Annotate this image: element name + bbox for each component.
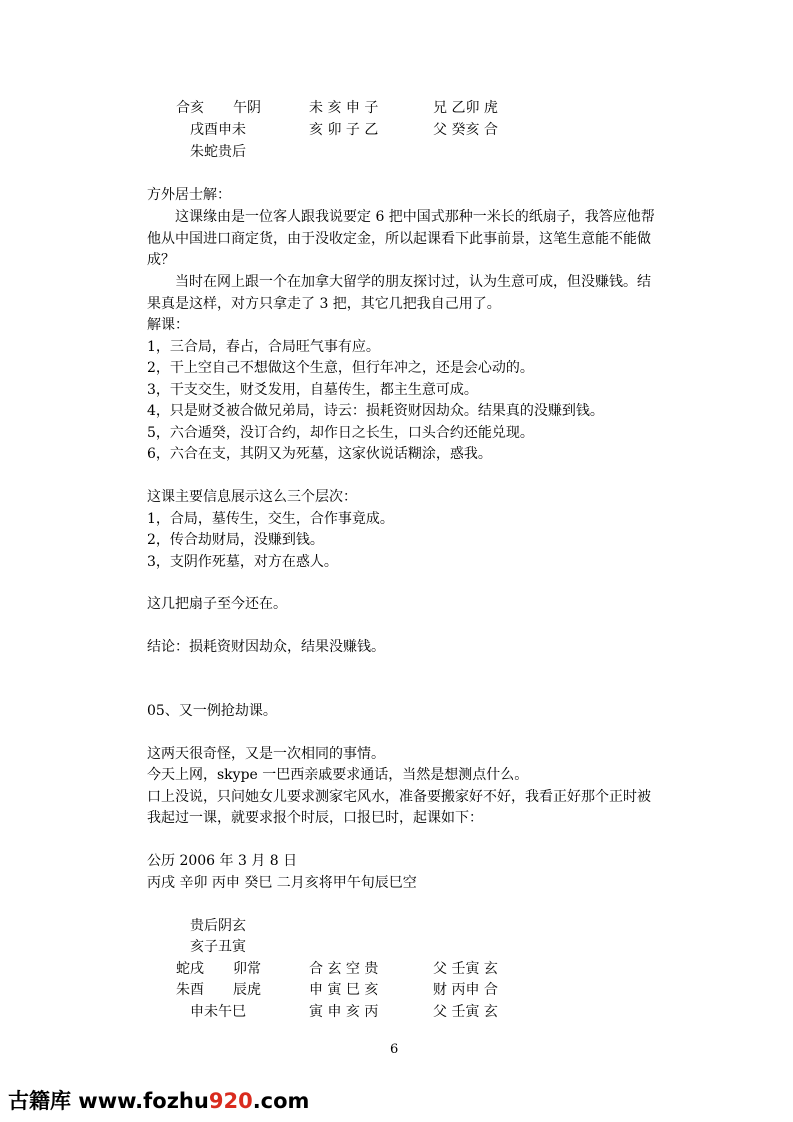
conclusion: 结论：损耗资财因劫众，结果没赚钱。 (147, 639, 385, 655)
chart2-row1-col1: 蛇戌 (176, 961, 204, 977)
jieke-item: 6，六合在支，其阴又为死墓，这家伙说话糊涂，惑我。 (147, 446, 492, 462)
footer-brand: 古籍库 www.fozhu (8, 1089, 209, 1113)
chart1-row2-col3: 亥 卯 子 乙 (309, 122, 379, 138)
chart1-row1-col4: 兄 乙卯 虎 (433, 100, 498, 116)
chart1-row1-col3: 未 亥 申 子 (309, 100, 379, 116)
para2-line2: 果真是这样，对方只拿走了 3 把，其它几把我自己用了。 (147, 296, 501, 312)
ganzhi-line: 丙戌 辛卯 丙申 癸巳 二月亥将甲午旬辰巳空 (147, 875, 417, 891)
fans-note: 这几把扇子至今还在。 (147, 596, 287, 612)
chart2-row2-col1: 朱酉 (176, 982, 204, 998)
section-line: 我起过一课，就要求报个时辰，口报巳时，起课如下： (147, 810, 483, 826)
summary-item: 1，合局，墓传生，交生，合作事竟成。 (147, 511, 394, 527)
footer-tail: .com (252, 1089, 310, 1113)
jieke-item: 2，干上空自己不想做这个生意，但行年冲之，还是会心动的。 (147, 360, 534, 376)
page-number: 6 (390, 1042, 399, 1057)
chart1-row3-col1: 朱蛇贵后 (190, 144, 246, 160)
para2-line1: 当时在网上跟一个在加拿大留学的朋友探讨过，认为生意可成，但没赚钱。结 (175, 274, 651, 290)
date-line: 公历 2006 年 3 月 8 日 (147, 853, 298, 869)
chart2-row2-col2: 辰虎 (233, 982, 261, 998)
chart1-row2-col4: 父 癸亥 合 (433, 122, 498, 138)
jieke-item: 4，只是财爻被合做兄弟局，诗云：损耗资财因劫众。结果真的没赚到钱。 (147, 403, 604, 419)
chart2-row2-col4: 财 丙申 合 (433, 982, 498, 998)
chart2-row2-col3: 申 寅 巳 亥 (309, 982, 379, 998)
summary-item: 3，支阴作死墓，对方在惑人。 (147, 554, 338, 570)
jieke-item: 1，三合局，春占，合局旺气事有应。 (147, 339, 380, 355)
section-title: 05、又一例抢劫课。 (147, 703, 277, 719)
chart2-row3-col1: 申未午巳 (190, 1004, 246, 1020)
chart2-top1: 贵后阴玄 (190, 918, 246, 934)
chart2-top2: 亥子丑寅 (190, 939, 246, 955)
chart1-row1-col1: 合亥 (176, 100, 204, 116)
jieke-heading: 解课： (147, 317, 189, 333)
explanation-heading: 方外居士解： (147, 187, 231, 203)
jieke-item: 5，六合遁癸，没订合约，却作日之长生，口头合约还能兑现。 (147, 425, 534, 441)
section-line: 今天上网，skype 一巴西亲戚要求通话，当然是想测点什么。 (147, 767, 529, 783)
summary-intro: 这课主要信息展示这么三个层次： (147, 489, 357, 505)
para1-line1: 这课缘由是一位客人跟我说要定 6 把中国式那种一米长的纸扇子，我答应他帮 (175, 209, 655, 225)
footer-watermark (8, 1087, 309, 1115)
chart2-row1-col3: 合 玄 空 贵 (309, 961, 379, 977)
chart2-row3-col4: 父 壬寅 玄 (433, 1004, 498, 1020)
chart2-row1-col2: 卯常 (233, 961, 261, 977)
chart1-row2-col1: 戌酉申未 (190, 122, 246, 138)
chart2-row1-col4: 父 壬寅 玄 (433, 961, 498, 977)
section-line: 这两天很奇怪，又是一次相同的事情。 (147, 746, 385, 762)
chart1-row1-col2: 午阴 (233, 100, 261, 116)
jieke-item: 3，干支交生，财爻发用，自墓传生，都主生意可成。 (147, 382, 478, 398)
para1-line3: 成？ (147, 252, 175, 268)
para1-line2: 他从中国进口商定货，由于没收定金，所以起课看下此事前景，这笔生意能不能做 (147, 231, 651, 247)
footer-accent: 920 (208, 1089, 253, 1113)
chart2-row3-col3: 寅 申 亥 丙 (309, 1004, 379, 1020)
section-line: 口上没说，只问她女儿要求测家宅风水，准备要搬家好不好，我看正好那个正时被 (147, 789, 651, 805)
summary-item: 2，传合劫财局，没赚到钱。 (147, 532, 324, 548)
